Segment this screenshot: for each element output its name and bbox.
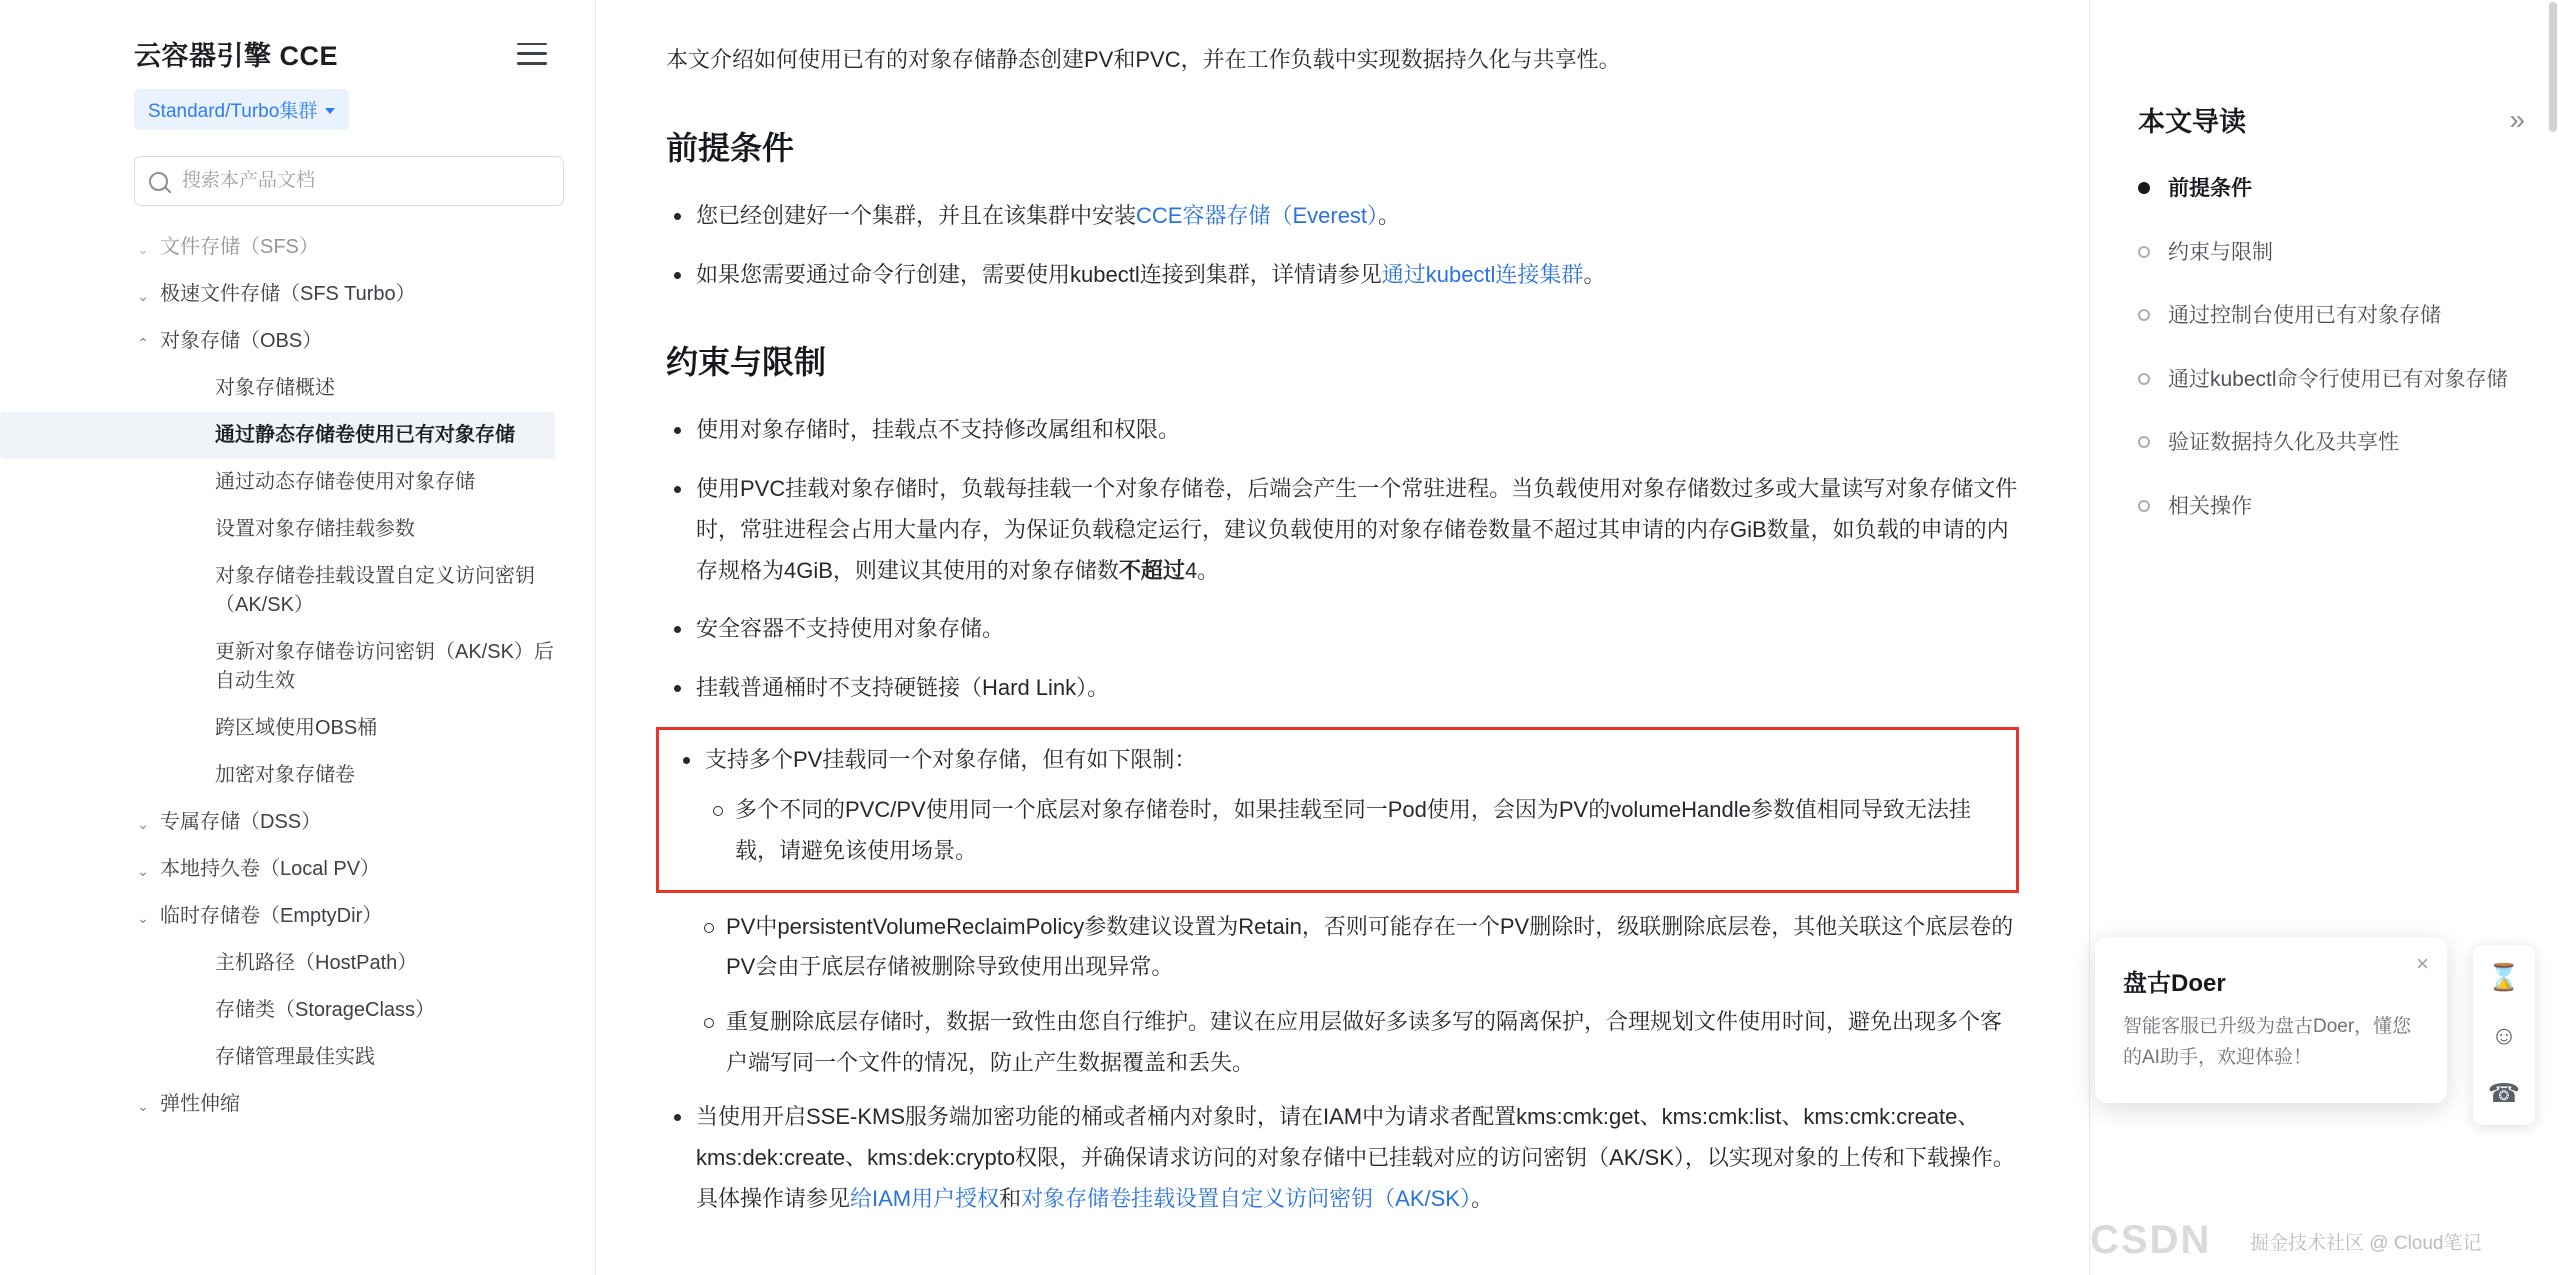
watermark-csdn: CSDN xyxy=(2090,1218,2212,1262)
text-fragment: 如果您需要通过命令行创建，需要使用kubectl连接到集群，详情请参见 xyxy=(696,261,1382,287)
chevron-down-icon xyxy=(130,861,156,881)
sidebar-nav xyxy=(0,224,595,1249)
sidebar-item-autoscaling[interactable] xyxy=(0,1081,595,1128)
toc-item-label: 通过kubectl命令行使用已有对象存储 xyxy=(2168,367,2508,391)
sidebar-item-label: 极速文件存储（SFS Turbo） xyxy=(160,283,416,305)
sidebar-item-label: 更新对象存储卷访问密钥（AK/SK）后自动生效 xyxy=(215,641,554,692)
sidebar-item-sfs-turbo[interactable] xyxy=(0,271,595,318)
section-heading-prerequisites: 前提条件 xyxy=(666,129,795,166)
document-content xyxy=(596,0,2089,1275)
chevron-down-icon xyxy=(130,814,156,834)
chevron-down-icon xyxy=(130,239,156,259)
link-custom-ak-sk[interactable]: 对象存储卷挂载设置自定义访问密钥（AK/SK） xyxy=(1021,1185,1471,1211)
sidebar-item-dynamic-volume-obs[interactable] xyxy=(0,459,595,506)
sidebar-item-label: 设置对象存储挂载参数 xyxy=(215,518,415,540)
list-item xyxy=(666,255,2019,296)
text-fragment: 使用对象存储时，挂载点不支持修改属组和权限。 xyxy=(696,417,1181,443)
toc-item-label: 通过控制台使用已有对象存储 xyxy=(2168,304,2441,327)
close-icon[interactable]: × xyxy=(2416,951,2429,977)
bullet-icon xyxy=(2138,436,2150,448)
emphasis-text: 不超过 xyxy=(1118,557,1185,583)
sidebar-item-hostpath[interactable] xyxy=(0,940,595,987)
list-item xyxy=(666,1097,2019,1219)
hamburger-icon[interactable] xyxy=(517,43,547,65)
chat-promo-description: 智能客服已升级为盘古Doer，懂您的AI助手，欢迎体验！ xyxy=(2123,1016,2412,1068)
text-fragment: 和 xyxy=(999,1185,1022,1211)
link-kubectl-connect[interactable]: 通过kubectl连接集群 xyxy=(1381,261,1584,287)
sidebar-item-update-ak-sk[interactable] xyxy=(0,629,595,705)
highlighted-list xyxy=(675,740,2000,872)
toc-item-constraints[interactable] xyxy=(2138,237,2525,269)
toc-item-related-operations[interactable] xyxy=(2138,491,2525,523)
sidebar-item-static-volume-obs[interactable] xyxy=(0,412,555,459)
text-fragment: 多个不同的PVC/PV使用同一个底层对象存储卷时，如果挂载至同一Pod使用，会因为PV的volumeHandle参数值相同导致无法挂载，请避免该使用场景。 xyxy=(735,797,1971,863)
highlighted-annotation-box xyxy=(656,727,2019,893)
constraints-list xyxy=(666,410,2019,708)
chevron-up-icon xyxy=(130,333,156,353)
sidebar-item-sfs[interactable] xyxy=(0,224,595,271)
sidebar-header xyxy=(0,0,595,73)
constraints-list-tail xyxy=(666,1097,2019,1219)
toc-item-label: 约束与限制 xyxy=(2168,240,2273,264)
bullet-icon xyxy=(2138,500,2150,512)
sidebar-item-storage-best-practice[interactable] xyxy=(0,1034,595,1081)
sidebar-item-label: 存储类（StorageClass） xyxy=(215,999,436,1021)
assistant-icon[interactable]: ⌛ xyxy=(2487,961,2521,992)
chevron-double-right-icon[interactable]: » xyxy=(2509,103,2525,135)
chat-promo-title: 盘古Doer xyxy=(2123,970,2226,998)
sidebar-item-cross-region-obs[interactable] xyxy=(0,705,595,752)
chat-promo-card xyxy=(2095,937,2447,1103)
page-scrollbar[interactable] xyxy=(2549,2,2557,132)
list-item xyxy=(696,1002,2019,1083)
sidebar-item-local-pv[interactable] xyxy=(0,846,595,893)
list-item xyxy=(666,609,2019,650)
chevron-down-icon xyxy=(130,908,156,928)
chevron-down-icon xyxy=(130,1096,156,1116)
floating-action-rail xyxy=(2473,945,2535,1125)
sidebar-item-label: 主机路径（HostPath） xyxy=(215,952,418,974)
sidebar-item-label: 对象存储卷挂载设置自定义访问密钥（AK/SK） xyxy=(215,565,535,616)
sidebar-item-label: 存储管理最佳实践 xyxy=(215,1046,375,1068)
text-fragment: 重复删除底层存储时，数据一致性由您自行维护。建议在应用层做好多读多写的隔离保护，合理规划文件使用时间，避免出现多个客户端写同一个文件的情况，防止产生数据覆盖和丢失。 xyxy=(726,1009,2003,1075)
sidebar-item-label: 通过动态存储卷使用对象存储 xyxy=(215,471,475,493)
sidebar-item-emptydir[interactable] xyxy=(0,893,595,940)
sidebar-item-encrypted-obs[interactable] xyxy=(0,752,595,799)
toc-item-prerequisites[interactable] xyxy=(2138,173,2525,205)
sidebar-item-label: 文件存储（SFS） xyxy=(160,236,319,258)
text-fragment: 您已经创建好一个集群，并且在该集群中安装 xyxy=(696,202,1137,228)
link-iam-authorization[interactable]: 给IAM用户授权 xyxy=(850,1185,1000,1211)
sidebar-item-mount-params[interactable] xyxy=(0,506,595,553)
toc-item-label: 验证数据持久化及共享性 xyxy=(2168,431,2399,454)
sidebar-item-label: 通过静态存储卷使用已有对象存储 xyxy=(215,424,515,446)
bullet-icon xyxy=(2138,246,2150,258)
search-icon xyxy=(149,172,168,191)
link-everest-storage[interactable]: CCE容器存储（Everest） xyxy=(1136,202,1379,228)
text-fragment: 。 xyxy=(1470,1185,1493,1211)
list-item xyxy=(666,668,2019,709)
sidebar-item-label: 跨区域使用OBS桶 xyxy=(215,717,378,739)
sidebar-item-custom-ak-sk[interactable] xyxy=(0,553,595,629)
sidebar-item-storageclass[interactable] xyxy=(0,987,595,1034)
sidebar xyxy=(0,0,596,1275)
list-item xyxy=(666,410,2019,451)
toc-item-kubectl-usage[interactable] xyxy=(2138,364,2525,396)
list-item xyxy=(696,907,2019,988)
watermark-juejin: 掘金技术社区 @ Cloud笔记 xyxy=(2250,1233,2482,1254)
text-fragment: PV中persistentVolumeReclaimPolicy参数建议设置为Retain，否则可能存在一个PV删除时，级联删除底层卷，其他关联这个底层卷的PV会由于底层存储被删除导致使用出现异常。 xyxy=(726,913,2014,980)
text-fragment: 。 xyxy=(1583,261,1606,287)
toc-item-console-usage[interactable] xyxy=(2138,300,2525,332)
feedback-smiley-icon[interactable]: ☺ xyxy=(2490,1019,2518,1050)
bullet-icon xyxy=(2138,309,2150,321)
product-title: 云容器引擎 CCE xyxy=(134,41,339,71)
search-input[interactable] xyxy=(180,169,549,193)
sidebar-item-label: 对象存储概述 xyxy=(215,377,335,399)
sidebar-item-label: 加密对象存储卷 xyxy=(215,764,355,786)
sidebar-item-obs[interactable] xyxy=(0,318,595,365)
text-fragment: 。 xyxy=(1378,202,1401,228)
toc-header xyxy=(2138,100,2525,139)
sidebar-item-dss[interactable] xyxy=(0,799,595,846)
sidebar-item-label: 专属存储（DSS） xyxy=(160,811,322,833)
bullet-icon xyxy=(2138,182,2150,194)
constraints-sub-list xyxy=(696,907,2019,1084)
sidebar-item-label: 对象存储（OBS） xyxy=(160,330,323,352)
prerequisites-list xyxy=(666,196,2019,295)
list-item xyxy=(666,469,2019,591)
bullet-icon xyxy=(2138,373,2150,385)
intro-paragraph: 本文介绍如何使用已有的对象存储静态创建PV和PVC，并在工作负载中实现数据持久化与共享性。 xyxy=(666,47,1621,72)
toc-item-label: 相关操作 xyxy=(2168,494,2252,518)
chevron-down-icon xyxy=(130,286,156,306)
text-fragment: 安全容器不支持使用对象存储。 xyxy=(696,616,1005,642)
sidebar-item-label: 临时存储卷（EmptyDir） xyxy=(160,905,383,927)
highlighted-sub-list xyxy=(705,790,2000,871)
section-heading-constraints: 约束与限制 xyxy=(666,344,827,381)
list-item xyxy=(675,740,2000,872)
sidebar-item-label: 弹性伸缩 xyxy=(160,1093,240,1115)
cluster-selector-label: Standard/Turbo集群 xyxy=(148,101,318,122)
text-fragment: 支持多个PV挂载同一个对象存储，但有如下限制： xyxy=(705,746,1197,772)
sidebar-item-obs-overview[interactable] xyxy=(0,365,595,412)
contact-phone-icon[interactable]: ☎ xyxy=(2487,1077,2521,1108)
toc-item-verify-persistence[interactable] xyxy=(2138,427,2525,459)
text-fragment: 当使用开启SSE-KMS服务端加密功能的桶或者桶内对象时，请在IAM中为请求者配置kms:cmk:get、kms:cmk:list、kms:cmk:create、kms:dek:create、kms:dek:crypto权限，并确保请求访问的对象存储中已挂载对应的访问密钥（AK/SK），以实现对象的上传和下载操作。具体操作请参见 xyxy=(696,1104,2015,1211)
search-box[interactable] xyxy=(134,156,564,206)
text-fragment: 4。 xyxy=(1184,557,1220,583)
list-item xyxy=(666,196,2019,237)
chevron-down-icon xyxy=(325,108,335,114)
text-fragment: 挂载普通桶时不支持硬链接（Hard Link）。 xyxy=(696,674,1110,700)
toc-item-label: 前提条件 xyxy=(2168,177,2252,200)
list-item xyxy=(705,790,2000,871)
text-fragment: 使用PVC挂载对象存储时，负载每挂载一个对象存储卷，后端会产生一个常驻进程。当负载使用对象存储数过多或大量读写对象存储文件时，常驻进程会占用大量内存，为保证负载稳定运行，建议负载使用的对象存储卷数量不超过其申请的内存GiB数量，如负载的申请的内存规格为4GiB，则建议其使用的对象存储数 xyxy=(696,476,2018,583)
toc-title: 本文导读 xyxy=(2138,107,2246,137)
sidebar-item-label: 本地持久卷（Local PV） xyxy=(160,858,381,880)
cluster-selector[interactable] xyxy=(134,89,349,130)
